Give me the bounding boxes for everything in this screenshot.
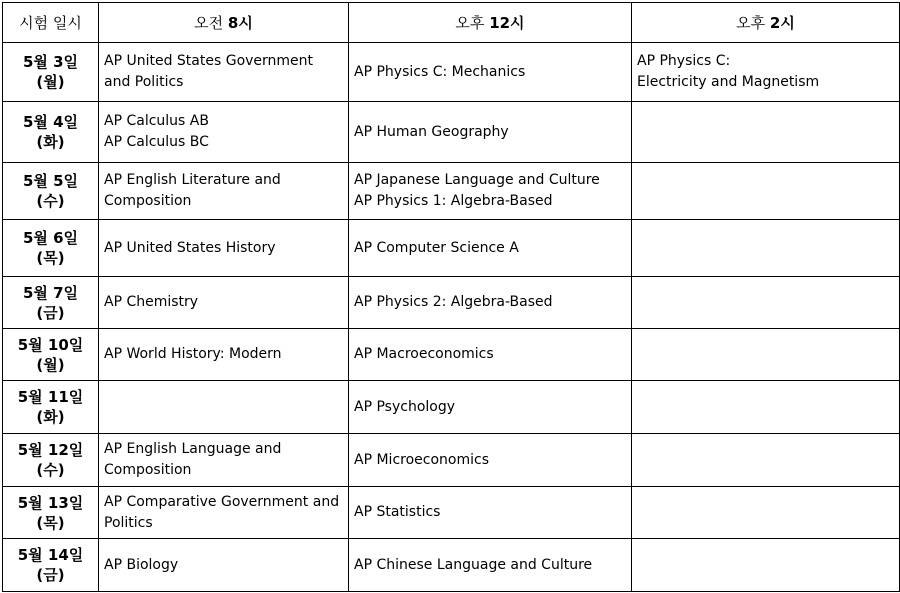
- noon-exam-cell: [349, 381, 632, 434]
- exam-date-cell: [3, 487, 99, 539]
- exam-subject: AP Biology: [104, 556, 179, 573]
- header-noon-time: 12시: [489, 14, 525, 32]
- exam-date-cell: [3, 43, 99, 102]
- am-exam-cell: [99, 539, 349, 592]
- exam-weekday: (월): [36, 73, 65, 91]
- exam-subject: AP Physics 1: Algebra-Based: [354, 193, 553, 209]
- exam-date: 5월 7일: [22, 283, 79, 302]
- pm-exam-cell: [632, 163, 900, 220]
- header-row: [3, 3, 900, 43]
- exam-subject: AP Comparative Government and Politics: [104, 493, 340, 531]
- table-row: [3, 220, 900, 277]
- noon-exam-cell: [349, 102, 632, 163]
- exam-weekday: (목): [36, 513, 65, 532]
- am-exam-cell: [99, 102, 349, 163]
- exam-weekday: (수): [36, 192, 65, 210]
- schedule-body: [3, 43, 900, 592]
- exam-schedule-table: [2, 2, 900, 592]
- exam-subject: AP Human Geography: [354, 123, 509, 140]
- exam-date: 5월 14일: [17, 546, 84, 564]
- exam-date-cell: [3, 434, 99, 487]
- table-row: [3, 102, 900, 163]
- pm-exam-cell: [632, 43, 900, 102]
- exam-subject: AP Japanese Language and Culture: [354, 172, 600, 188]
- exam-date: 5월 12일: [17, 441, 84, 459]
- pm-exam-cell: [632, 487, 900, 539]
- pm-exam-cell: [632, 539, 900, 592]
- header-am-prefix: 오전: [194, 14, 224, 32]
- exam-subject: AP United States History: [104, 239, 276, 256]
- header-am: [99, 3, 349, 43]
- exam-date-cell: [3, 277, 99, 329]
- exam-subject: AP United States Government and Politics: [104, 53, 314, 90]
- exam-subject: AP Microeconomics: [354, 451, 489, 468]
- exam-subject: AP Chinese Language and Culture: [354, 556, 593, 573]
- exam-date-cell: [3, 539, 99, 592]
- exam-date: 5월 13일: [17, 493, 84, 512]
- exam-subject: AP World History: Modern: [104, 346, 282, 362]
- table-row: [3, 329, 900, 381]
- pm-exam-cell: [632, 434, 900, 487]
- table-row: [3, 539, 900, 592]
- am-exam-cell: [99, 163, 349, 220]
- exam-date: 5월 10일: [17, 335, 84, 354]
- exam-subject: AP Statistics: [354, 504, 441, 520]
- noon-exam-cell: [349, 487, 632, 539]
- table-row: [3, 43, 900, 102]
- pm-exam-cell: [632, 381, 900, 434]
- exam-date-cell: [3, 381, 99, 434]
- table-row: [3, 487, 900, 539]
- exam-date-cell: [3, 102, 99, 163]
- header-pm-prefix: 오후: [736, 14, 766, 32]
- exam-date: 5월 4일: [22, 113, 79, 131]
- exam-date: 5월 5일: [22, 172, 79, 190]
- am-exam-cell: [99, 277, 349, 329]
- header-pm: [632, 3, 900, 43]
- exam-date-cell: [3, 220, 99, 277]
- exam-date-cell: [3, 163, 99, 220]
- am-exam-cell: [99, 43, 349, 102]
- exam-date: 5월 6일: [22, 229, 79, 247]
- am-exam-cell: [99, 434, 349, 487]
- exam-weekday: (금): [36, 303, 65, 322]
- exam-subject: AP Physics C: Mechanics: [354, 63, 526, 80]
- noon-exam-cell: [349, 539, 632, 592]
- exam-subject: AP English Literature and Composition: [104, 172, 281, 209]
- noon-exam-cell: [349, 434, 632, 487]
- table-row: [3, 163, 900, 220]
- header-noon-prefix: 오후: [455, 14, 485, 32]
- noon-exam-cell: [349, 277, 632, 329]
- exam-subject: AP Calculus AB: [104, 113, 209, 129]
- exam-date: 5월 3일: [22, 53, 79, 71]
- exam-subject: AP Chemistry: [104, 294, 199, 310]
- am-exam-cell: [99, 329, 349, 381]
- exam-subject: Electricity and Magnetism: [637, 74, 820, 90]
- am-exam-cell: [99, 381, 349, 434]
- pm-exam-cell: [632, 102, 900, 163]
- header-pm-time: 2시: [769, 14, 795, 32]
- noon-exam-cell: [349, 163, 632, 220]
- noon-exam-cell: [349, 329, 632, 381]
- table-row: [3, 277, 900, 329]
- exam-date-cell: [3, 329, 99, 381]
- exam-weekday: (수): [36, 461, 65, 479]
- table-row: [3, 381, 900, 434]
- header-am-time: 8시: [227, 14, 253, 32]
- header-date: 시험 일시: [3, 3, 99, 43]
- am-exam-cell: [99, 487, 349, 539]
- exam-subject: AP Psychology: [354, 398, 456, 415]
- pm-exam-cell: [632, 329, 900, 381]
- exam-subject: AP Calculus BC: [104, 134, 209, 150]
- pm-exam-cell: [632, 277, 900, 329]
- exam-subject: AP English Language and Composition: [104, 441, 282, 478]
- pm-exam-cell: [632, 220, 900, 277]
- noon-exam-cell: [349, 43, 632, 102]
- exam-subject: AP Macroeconomics: [354, 346, 494, 362]
- exam-weekday: (목): [36, 249, 65, 267]
- exam-weekday: (화): [36, 408, 65, 426]
- exam-weekday: (금): [36, 566, 65, 584]
- am-exam-cell: [99, 220, 349, 277]
- exam-subject: AP Computer Science A: [354, 239, 519, 256]
- noon-exam-cell: [349, 220, 632, 277]
- exam-date: 5월 11일: [17, 388, 84, 406]
- table-row: [3, 434, 900, 487]
- header-noon: [349, 3, 632, 43]
- exam-weekday: (월): [36, 355, 65, 374]
- exam-weekday: (화): [36, 133, 65, 151]
- exam-subject: AP Physics 2: Algebra-Based: [354, 294, 553, 310]
- exam-subject: AP Physics C:: [637, 53, 731, 69]
